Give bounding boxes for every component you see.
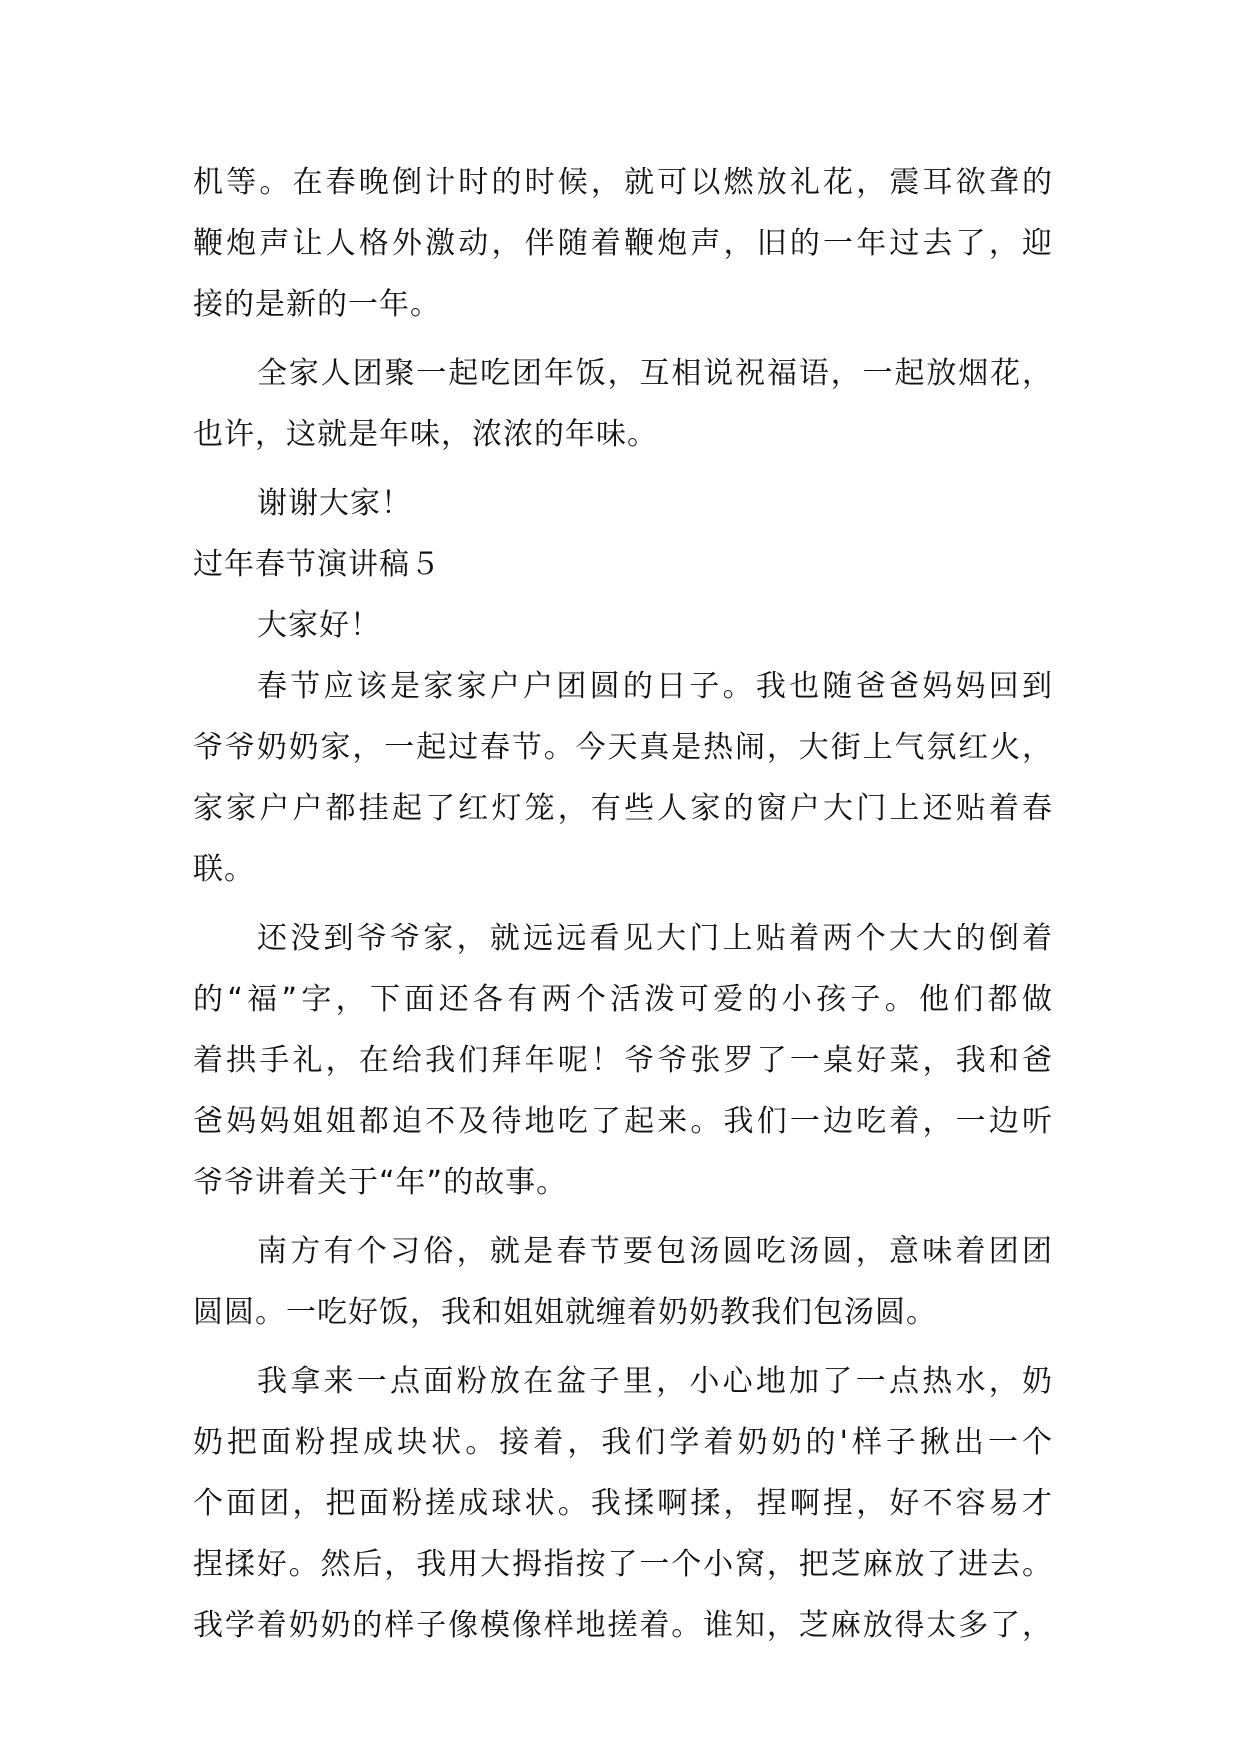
paragraph-custom: [193, 1221, 1053, 1343]
text-line: 爷爷讲着关于“年”的故事。: [193, 1165, 568, 1200]
text-line: 圆圆。一吃好饭，我和姐姐就缠着奶奶教我们包汤圆。: [193, 1295, 937, 1330]
text-line: 大家好！: [257, 608, 381, 643]
paragraph-greeting: [193, 595, 1053, 656]
text-line: 捏揉好。然后，我用大拇指按了一个小窝，把芝麻放了进去。: [193, 1547, 1053, 1582]
text-line: 爸妈妈姐姐都迫不及待地吃了起来。我们一边吃着，一边听: [193, 1104, 1053, 1139]
paragraph-reunion-day: [193, 656, 1053, 900]
text-line: 接的是新的一年。: [193, 287, 441, 322]
text-line: 还没到爷爷家，就远远看见大门上贴着两个大大的倒着: [257, 921, 1053, 956]
section-title: 过年春节演讲稿５: [193, 547, 441, 582]
text-line: 机等。在春晚倒计时的时候，就可以燃放礼花，震耳欲聋的: [193, 165, 1053, 200]
text-line: 我拿来一点面粉放在盆子里，小心地加了一点热水，奶: [257, 1364, 1053, 1399]
text-line: 家家户户都挂起了红灯笼，有些人家的窗户大门上还贴着春: [193, 791, 1053, 826]
text-line: 我学着奶奶的样子像模像样地搓着。谁知，芝麻放得太多了，: [193, 1608, 1053, 1643]
text-line: 春节应该是家家户户团圆的日子。我也随爸爸妈妈回到: [257, 669, 1053, 704]
text-line: 爷爷奶奶家，一起过春节。今天真是热闹，大街上气氛红火，: [193, 730, 1053, 765]
paragraph-reunion: [193, 343, 1053, 465]
paragraph-fu: [193, 908, 1053, 1213]
text-line: 的“福”字，下面还各有两个活泼可爱的小孩子。他们都做: [193, 982, 1053, 1017]
text-line: 南方有个习俗，就是春节要包汤圆吃汤圆，意味着团团: [257, 1234, 1053, 1269]
text-line: 鞭炮声让人格外激动，伴随着鞭炮声，旧的一年过去了，迎: [193, 226, 1053, 261]
paragraph-thanks: [193, 473, 1053, 534]
text-line: 联。: [193, 852, 255, 887]
text-line: 个面团，把面粉搓成球状。我揉啊揉，捏啊捏，好不容易才: [193, 1486, 1053, 1521]
paragraph-fireworks: [193, 152, 1053, 335]
text-line: 谢谢大家！: [257, 486, 412, 521]
text-line: 也许，这就是年味，浓浓的年味。: [193, 417, 658, 452]
text-line: 着拱手礼，在给我们拜年呢！爷爷张罗了一桌好菜，我和爸: [193, 1043, 1053, 1078]
text-line: 全家人团聚一起吃团年饭，互相说祝福语，一起放烟花，: [257, 356, 1053, 391]
paragraph-tangyuan: [193, 1351, 1053, 1656]
text-line: 奶把面粉捏成块状。接着，我们学着奶奶的'样子揪出一个: [193, 1425, 1053, 1460]
document-page: [193, 152, 1053, 1656]
